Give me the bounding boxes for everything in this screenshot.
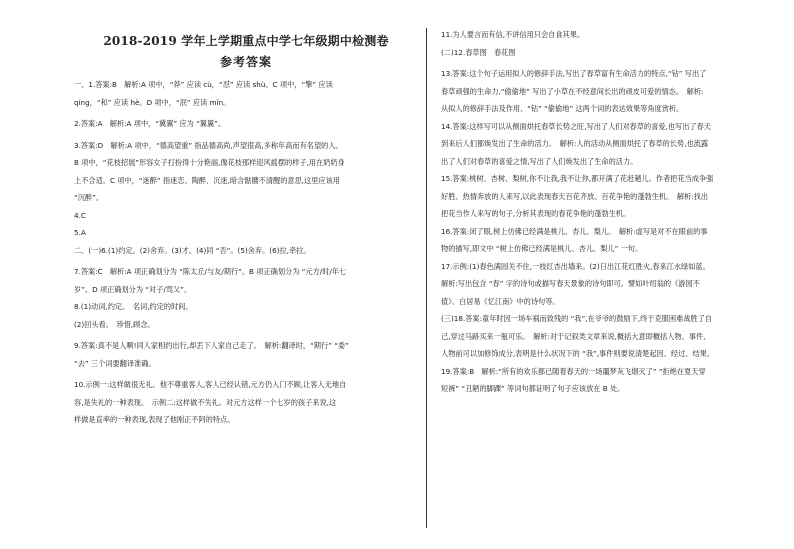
answer-line: 14.答案:这样写可以从侧面烘托春草长势之旺,写出了人们对春草的喜爱,也写出了春天 bbox=[441, 121, 711, 131]
answer-line: 短裤” “丑陋的脚踝” 等词句都证明了句子应该放在 B 处。 bbox=[441, 384, 625, 393]
answer-line: 11.为人要言而有信,不讲信用只会自食其果。 bbox=[441, 30, 585, 39]
answer-line: 岁”。D 项正确划分为 “对子/骂父”。 bbox=[74, 284, 192, 294]
answer-line: 从拟人的修辞手法及作用、“钻” “偷偷地” 这两个词的表达效果等角度赏析。 bbox=[441, 104, 684, 113]
answer-line: 二、(一)6.(1)约定。(2)舍弃。(3)才。(4)同 “否”。(5)舍弃。(6)拉,牵拉。 bbox=[74, 245, 311, 255]
answer-line: 19.答案:B 解析:“所有的欢乐都已随着春天的一场噩梦灰飞烟灭了” “拒绝在夏天穿 bbox=[441, 366, 706, 376]
answer-line: 16.答案:闭了眼,树上仿佛已经满是桃儿、杏儿、梨儿。 解析:虚写是对不在眼前的事 bbox=[441, 226, 708, 236]
answer-line: 10.示例一:这样做很无礼。他不尊重客人,客人已经认错,元方仍入门不顾,让客人无地自 bbox=[74, 380, 347, 389]
answer-line: 人物前可以加修饰成分,表明是什么状况下的 “我”,事件则要说清楚起因、经过、结果。 bbox=[441, 349, 715, 358]
answer-line: 15.答案:桃树、杏树、梨树,你不让我,我不让你,都开满了花赶趟儿。作者把花当成争强 bbox=[441, 174, 714, 183]
answer-line: 9.答案:真不是人啊!同人家相约出行,却丢下人家自己走了。 解析:翻译时，“期行” “委” bbox=[74, 341, 349, 350]
answer-line: “沉醉”。 bbox=[74, 193, 104, 202]
answer-line: “去” 三个词要翻译准确。 bbox=[74, 358, 156, 368]
answer-line: 17.示例:(1)春色满园关不住,一枝红杏出墙来。(2)日出江花红胜火,春来江水绿如蓝。 bbox=[441, 261, 710, 271]
answer-line: 己,穿过马路买来一瓶可乐。 解析:对于记叙类文章来说,概括大意即概括人物、事件, bbox=[441, 331, 706, 341]
answer-line: 一、1.答案:B 解析:A 项中，“莽” 应读 cù，“怼” 应读 shù。C 项中，“擎” 应读 bbox=[74, 80, 333, 89]
answer-line: 解析:写出包含 “春” 字的诗句或描写春天景象的诗句即可。譬如叶绍翁的《游园不 bbox=[441, 279, 700, 288]
answer-line: 5.A bbox=[74, 228, 86, 237]
answer-line: 春草顽强的生命力,“偷偷地” 写出了小草在不经意间长出的顽皮可爱的情态。 解析: bbox=[441, 86, 704, 96]
answer-line: 容,是失礼的一种表现。 示例二:这样做不失礼。对元方这样一个七岁的孩子来说,这 bbox=[74, 397, 337, 407]
answer-line: qíng，“和” 应读 hè。D 项中，“泯” 应读 mǐn。 bbox=[74, 97, 231, 107]
document-subtitle: 参考答案 bbox=[219, 55, 272, 69]
answer-line: 值》、白居易《忆江南》中的诗句等。 bbox=[441, 296, 560, 306]
answer-line: (二)12.春草图 春花图 bbox=[441, 47, 516, 57]
document-title: 2018-2019 学年上学期重点中学七年级期中检测卷 bbox=[103, 34, 389, 48]
answer-line: 7.答案:C 解析:A 项正确划分为 “陈太丘/与友/期行”。B 项正确划分为 “元方/时/年七 bbox=[74, 267, 347, 276]
answer-line: 上不合适。C 项中，“迷醉” 指迷恋、陶醉、沉迷,暗含骷髅不清醒的意思,这里应该用 bbox=[74, 175, 340, 185]
answer-line: 样做是直率的一种表现,表现了他刚正不阿的特点。 bbox=[74, 415, 235, 424]
left-column bbox=[74, 26, 418, 429]
answer-line: 物的描写,即文中 “树上仿佛已经满是桃儿、杏儿、梨儿” 一句。 bbox=[441, 244, 643, 253]
answer-line: 出了人们对春草的喜爱之情,写出了人们焕发出了生命的活力。 bbox=[441, 156, 638, 166]
column-divider bbox=[426, 28, 427, 528]
answer-line: 13.答案:这个句子运用拟人的修辞手法,写出了春草富有生命活力的特点,“钻” 写出了 bbox=[441, 69, 707, 78]
answer-line: 4.C bbox=[74, 210, 86, 220]
answer-line: 2.答案:A 解析:A 项中，“冀翼” 应为 “翼翼”。 bbox=[74, 119, 226, 128]
answer-line: 8.(1)动词,约定。 名词,约定的时间。 bbox=[74, 302, 193, 311]
answer-line: 好胜、热情奔放的人来写,以此表现春天百花齐放、百花争艳的蓬勃生机。 解析:找出 bbox=[441, 191, 709, 201]
answer-line: 到来后人们都焕发出了生命的活力。 解析:人的活动从侧面烘托了春草的长势,也流露 bbox=[441, 139, 709, 148]
answer-line: 3.答案:D 解析:A 项中，“德高望重” 指品德高尚,声望很高,多称年高而有名望的人。 bbox=[74, 140, 343, 150]
answer-line: (2)回头看。 珍惜,顾念。 bbox=[74, 319, 155, 329]
right-column bbox=[441, 26, 781, 398]
answer-line: (三)18.答案:童年时因一场车祸而致残的 “我”,在爷爷的鼓励下,终于克服困难战胜了自 bbox=[441, 314, 712, 323]
answer-line: B 项中，“花枝招展”形容女子打扮得十分艳丽,像花枝那样迎风摇摆的样子,用在奶奶身 bbox=[74, 158, 345, 167]
answer-line: 把花当作人来写的句子,分析其表现的春花争艳的蓬勃生机。 bbox=[441, 209, 631, 218]
